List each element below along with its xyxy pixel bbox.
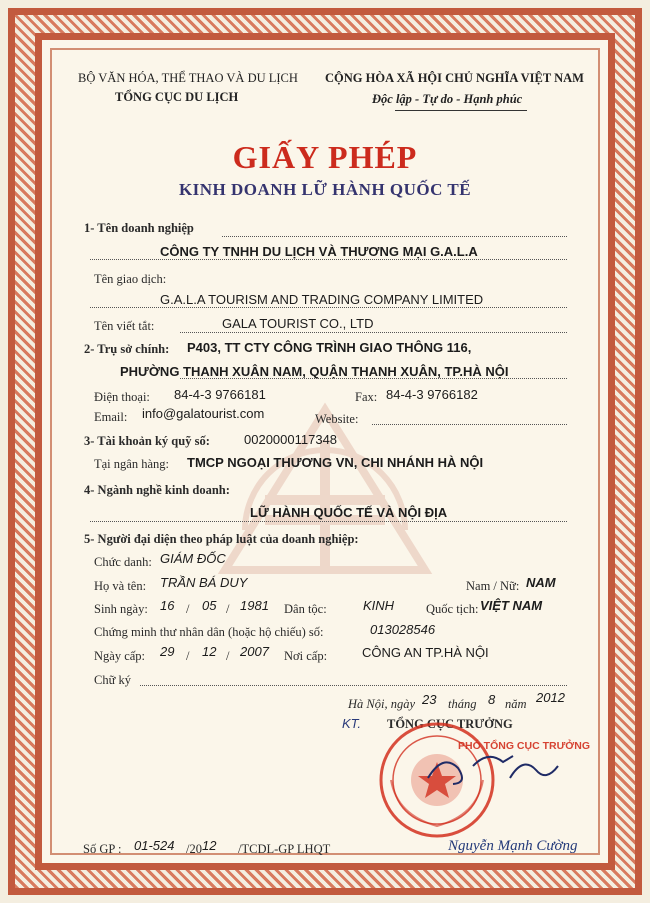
issue-day-footer: 23 <box>422 692 437 707</box>
fax: 84-4-3 9766182 <box>386 387 478 402</box>
id-number: 013028546 <box>370 622 436 637</box>
license-year: 12 <box>202 838 217 853</box>
dotted-line <box>180 378 567 379</box>
gender: NAM <box>526 575 556 590</box>
deputy-stamp-text: PHÓ TỔNG CỤC TRƯỞNG <box>458 740 590 752</box>
trade-name-label: Tên giao dịch: <box>94 272 167 286</box>
national-motto: Độc lập - Tự do - Hạnh phúc <box>372 92 523 106</box>
email-label: Email: <box>94 410 128 424</box>
id-label: Chứng minh thư nhân dân (hoặc hộ chiếu) số: <box>94 625 324 639</box>
signature-label: Chữ ký <box>94 673 131 687</box>
kt-handwritten: KT. <box>342 716 362 731</box>
dotted-line <box>90 307 567 308</box>
ministry-name: BỘ VĂN HÓA, THỂ THAO VÀ DU LỊCH <box>78 71 298 85</box>
dob-year: 1981 <box>240 598 269 613</box>
hq-line-2: PHƯỜNG THANH XUÂN NAM, QUẬN THANH XUÂN, TP.HÀ NỘI <box>120 364 509 379</box>
dotted-line <box>372 424 567 425</box>
dotted-line <box>90 259 567 260</box>
motto-underline <box>395 110 527 111</box>
bank-label: Tại ngân hàng: <box>94 457 169 471</box>
deposit-account: 0020000117348 <box>244 432 338 447</box>
dotted-line <box>90 521 567 522</box>
hq-label: 2- Trụ sở chính: <box>84 342 170 356</box>
hq-line-1: P403, TT CTY CÔNG TRÌNH GIAO THÔNG 116, <box>187 340 472 355</box>
dob-day: 16 <box>160 598 175 613</box>
issue-date-label: Ngày cấp: <box>94 649 146 663</box>
name-label: Họ và tên: <box>94 579 147 593</box>
ethnic-label: Dân tộc: <box>284 602 327 616</box>
representative-label: 5- Người đại diện theo pháp luật của doanh nghiệp: <box>84 532 359 546</box>
ethnicity: KINH <box>363 598 395 613</box>
issue-year: 2007 <box>240 644 269 659</box>
date-separator: / <box>226 649 230 663</box>
position-label: Chức danh: <box>94 555 152 569</box>
month-label: tháng <box>448 697 477 711</box>
company-label: 1- Tên doanh nghiệp <box>84 221 194 235</box>
abbr-name: GALA TOURIST CO., LTD <box>222 316 374 331</box>
nationality: VIỆT NAM <box>480 598 543 613</box>
handwritten-signature <box>418 748 568 790</box>
trade-name: G.A.L.A TOURISM AND TRADING COMPANY LIMITED <box>160 292 484 307</box>
issue-place: CÔNG AN TP.HÀ NỘI <box>362 645 489 660</box>
license-number: 01-524 <box>134 838 175 853</box>
license-year-prefix: /20 <box>186 842 202 856</box>
deposit-label: 3- Tài khoản ký quỹ số: <box>84 434 210 448</box>
issue-day: 29 <box>160 644 175 659</box>
date-separator: / <box>226 602 230 616</box>
nationality-label: Quốc tịch: <box>426 602 479 616</box>
date-separator: / <box>186 649 190 663</box>
gender-label: Nam / Nữ: <box>466 579 520 593</box>
issue-month-footer: 8 <box>488 692 496 707</box>
date-prefix: Hà Nội, ngày <box>348 697 416 711</box>
business-field: LỮ HÀNH QUỐC TẾ VÀ NỘI ĐỊA <box>250 505 448 520</box>
website-label: Website: <box>315 412 359 426</box>
license-number-label: Số GP : <box>83 842 122 856</box>
email: info@galatourist.com <box>142 406 265 421</box>
business-label: 4- Ngành nghề kinh doanh: <box>84 483 230 497</box>
issue-place-label: Nơi cấp: <box>284 649 328 663</box>
signer-name: Nguyễn Mạnh Cường <box>448 838 578 854</box>
license-suffix: /TCDL-GP LHQT <box>238 842 331 856</box>
department-name: TỔNG CỤC DU LỊCH <box>115 90 239 104</box>
dotted-line <box>140 685 567 686</box>
position: GIÁM ĐỐC <box>160 551 226 566</box>
emblem-watermark <box>205 400 448 580</box>
date-separator: / <box>186 602 190 616</box>
year-label: năm <box>505 697 527 711</box>
phone-label: Điện thoại: <box>94 390 150 404</box>
document-subtitle: KINH DOANH LỮ HÀNH QUỐC TẾ <box>178 180 472 199</box>
dob-label: Sinh ngày: <box>94 602 148 616</box>
issue-month: 12 <box>202 644 217 659</box>
issue-year-footer: 2012 <box>536 690 565 705</box>
abbr-name-label: Tên viết tắt: <box>94 319 155 333</box>
representative-name: TRẦN BÁ DUY <box>160 575 248 590</box>
signer-title: TỔNG CỤC TRƯỞNG <box>387 717 513 731</box>
fax-label: Fax: <box>355 390 378 404</box>
company-name: CÔNG TY TNHH DU LỊCH VÀ THƯƠNG MẠI G.A.L.A <box>160 244 478 259</box>
document-title: GIẤY PHÉP <box>232 139 418 175</box>
dotted-line <box>222 236 567 237</box>
republic-name: CỘNG HÒA XÃ HỘI CHỦ NGHĨA VIỆT NAM <box>325 71 584 85</box>
bank-name: TMCP NGOẠI THƯƠNG VN, CHI NHÁNH HÀ NỘI <box>187 455 484 470</box>
dob-month: 05 <box>202 598 217 613</box>
phone: 84-4-3 9766181 <box>174 387 266 402</box>
dotted-line <box>180 332 567 333</box>
